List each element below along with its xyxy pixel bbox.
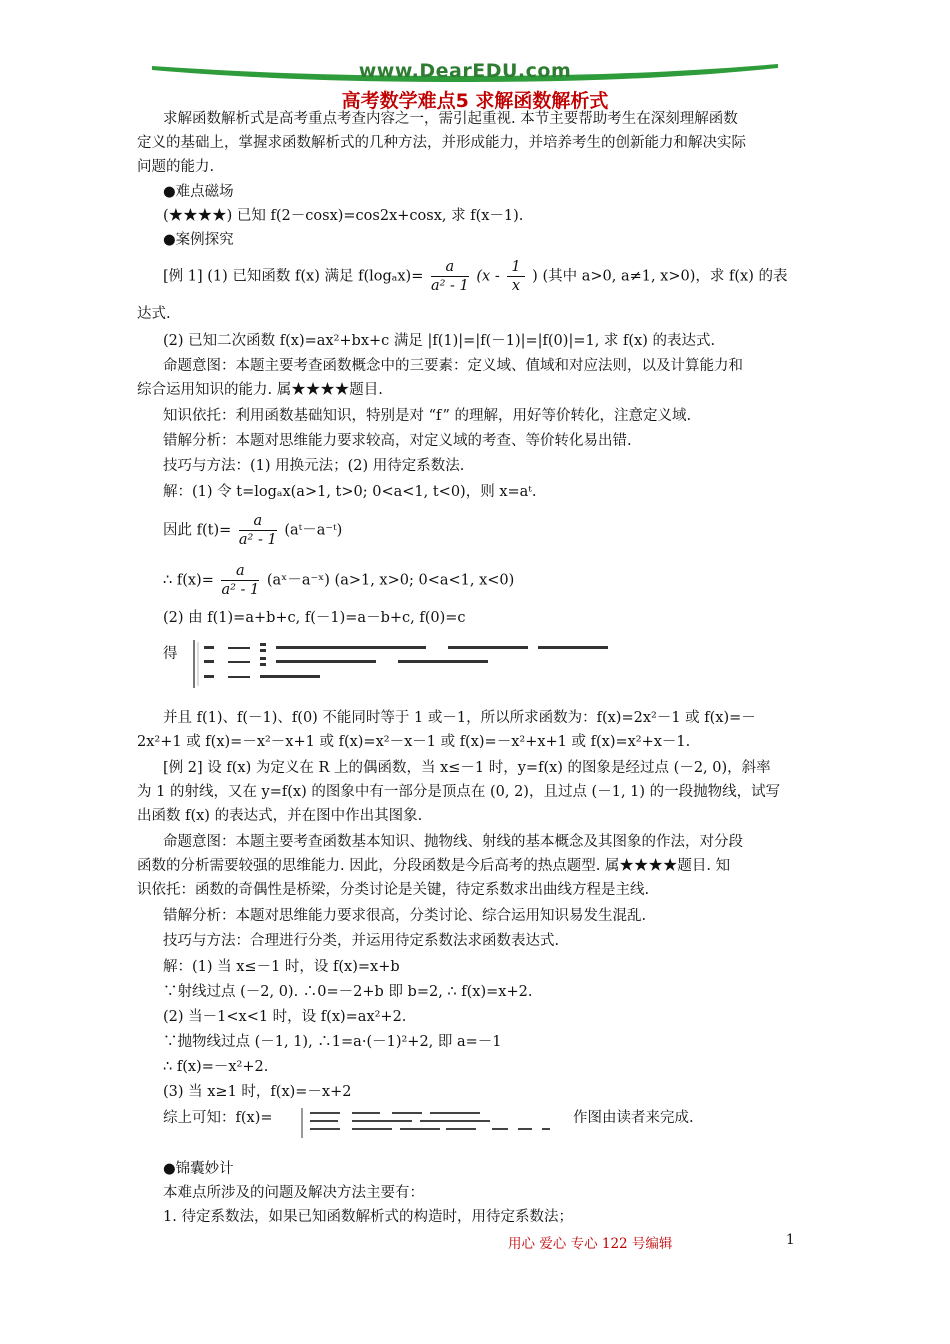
solution2-line5: ∴ f(x)=－x²+2. — [163, 1059, 269, 1075]
solution1-line1: 解：(1) 令 t=logₐx(a>1, t>0; 0<a<1, t<0)，则 x=aᵗ. — [163, 484, 537, 500]
solution1-part2: (2) 由 f(1)=a+b+c, f(－1)=a－b+c, f(0)=c — [163, 610, 466, 626]
intro-line-3: 问题的能力. — [137, 159, 215, 175]
ex1-mid: (x - — [476, 268, 500, 285]
piecewise-function-image — [296, 1106, 566, 1140]
intro-line-1: 求解函数解析式是高考重点考查内容之一，需引起重视. 本节主要帮助考生在深刻理解函数 — [163, 111, 738, 127]
page-title: 高考数学难点5 求解函数解析式 — [341, 90, 609, 112]
sol1-fx-den: a² - 1 — [221, 582, 260, 598]
sol1-fx-label: ∴ f(x)= — [163, 572, 214, 589]
error1: 错解分析：本题对思维能力要求较高，对定义域的考查、等价转化易出错. — [163, 433, 632, 449]
skill2: 技巧与方法：合理进行分类，并运用待定系数法求函数表达式. — [163, 933, 560, 949]
conclusion1-line1: 并且 f(1)、f(－1)、f(0) 不能同时等于 1 或－1，所以所求函数为：f(x)=2x²－1 或 f(x)=－ — [163, 710, 756, 726]
intent2-line3: 识依托：函数的奇偶性是桥梁，分类讨论是关键，待定系数求出曲线方程是主线. — [137, 882, 650, 898]
ex1-text-a: [例 1] (1) 已知函数 f(x) 满足 f(logₐx)= — [163, 268, 424, 285]
section-tips: ●锦囊妙计 — [163, 1161, 234, 1177]
ex1-frac-num: a — [431, 258, 469, 277]
solution2-line2: ∵射线过点 (－2, 0). ∴0=－2+b 即 b=2, ∴ f(x)=x+2. — [163, 984, 533, 1000]
intent2-line1: 命题意图：本题主要考查函数基本知识、抛物线、射线的基本概念及其图象的作法，对分段 — [163, 834, 743, 850]
knowledge1: 知识依托：利用函数基础知识，特别是对 “f” 的理解，用好等价转化，注意定义域. — [163, 408, 692, 424]
ex1-fraction-2 — [507, 258, 524, 295]
intro-line-2: 定义的基础上，掌握求函数解析式的几种方法，并形成能力，并培养考生的创新能力和解决实际 — [137, 135, 746, 151]
solution2-line4: ∵抛物线过点 (－1, 1), ∴1=a·(－1)²+2, 即 a=－1 — [163, 1034, 502, 1050]
intent2-line2: 函数的分析需要较强的思维能力. 因此，分段函数是今后高考的热点题型. 属★★★★题目. 知 — [137, 858, 731, 874]
ex1-frac2-num: 1 — [507, 258, 524, 277]
equation-system-image — [188, 638, 618, 690]
intent1-line1: 命题意图：本题主要考查函数概念中的三要素：定义域、值域和对应法则，以及计算能力和 — [163, 358, 743, 374]
footer-text: 用心 爱心 专心 122 号编辑 — [508, 1236, 673, 1252]
sol1-ft-label: 因此 f(t)= — [163, 522, 232, 539]
sol1-fx-fraction — [221, 562, 259, 599]
sol1-ft-tail: (aᵗ－a⁻ᵗ) — [284, 522, 343, 539]
sol1-ft-fraction — [239, 512, 277, 549]
ex1-text-b: ) (其中 a>0, a≠1, x>0)，求 f(x) 的表 — [532, 268, 788, 285]
ex1-fraction — [431, 258, 469, 295]
intent1-line2: 综合运用知识的能力. 属★★★★题目. — [137, 382, 383, 398]
example2-line1: [例 2] 设 f(x) 为定义在 R 上的偶函数，当 x≤－1 时，y=f(x) 的图象是经过点 (－2, 0)，斜率 — [163, 760, 771, 776]
example1-part1 — [163, 258, 863, 295]
example1-part2: (2) 已知二次函数 f(x)=ax²+bx+c 满足 |f(1)|=|f(－1)|=|f(0)|=1, 求 f(x) 的表达式. — [163, 333, 716, 349]
site-url[interactable]: www.DearEDU.com — [358, 60, 572, 82]
ex1-frac-den: a² - 1 — [430, 278, 469, 294]
sol1-ft-den: a² - 1 — [238, 532, 277, 548]
skill1: 技巧与方法：(1) 用换元法；(2) 用待定系数法. — [163, 458, 465, 474]
solution2-line6: (3) 当 x≥1 时，f(x)=－x+2 — [163, 1084, 352, 1100]
sol1-ft-num: a — [239, 512, 277, 531]
solution2-summary-tail: 作图由读者来完成. — [573, 1110, 694, 1126]
system-label: 得 — [163, 646, 178, 662]
conclusion1-line2: 2x²+1 或 f(x)=－x²－x+1 或 f(x)=x²－x－1 或 f(x)=－x²+x+1 或 f(x)=x²+x－1. — [137, 734, 691, 750]
sol1-fx-num: a — [221, 562, 259, 581]
sol1-fx-tail: (aˣ－a⁻ˣ) (a>1, x>0; 0<a<1, x<0) — [266, 572, 515, 589]
ex1-frac2-den: x — [511, 278, 521, 294]
error2: 错解分析：本题对思维能力要求很高，分类讨论、综合运用知识易发生混乱. — [163, 908, 647, 924]
solution1-ft — [163, 512, 863, 549]
site-header — [150, 58, 780, 86]
solution2-summary-label: 综上可知：f(x)= — [163, 1110, 273, 1126]
difficulty-problem: (★★★★) 已知 f(2－cosx)=cos2x+cosx, 求 f(x－1). — [163, 208, 524, 224]
section-cases: ●案例探究 — [163, 232, 234, 248]
solution2-line1: 解：(1) 当 x≤－1 时，设 f(x)=x+b — [163, 959, 400, 975]
example1-line2: 达式. — [137, 306, 171, 322]
page-number: 1 — [786, 1232, 795, 1248]
solution2-line3: (2) 当－1<x<1 时，设 f(x)=ax²+2. — [163, 1009, 407, 1025]
example2-line2: 为 1 的射线，又在 y=f(x) 的图象中有一部分是顶点在 (0, 2)，且过点 (－1, 1) 的一段抛物线，试写 — [137, 784, 781, 800]
section-difficulty: ●难点磁场 — [163, 184, 234, 200]
solution1-fx — [163, 562, 863, 599]
tips-line2: 1. 待定系数法，如果已知函数解析式的构造时，用待定系数法； — [163, 1209, 573, 1225]
example2-line3: 出函数 f(x) 的表达式，并在图中作出其图象. — [137, 808, 423, 824]
tips-line1: 本难点所涉及的问题及解决方法主要有： — [163, 1185, 424, 1201]
